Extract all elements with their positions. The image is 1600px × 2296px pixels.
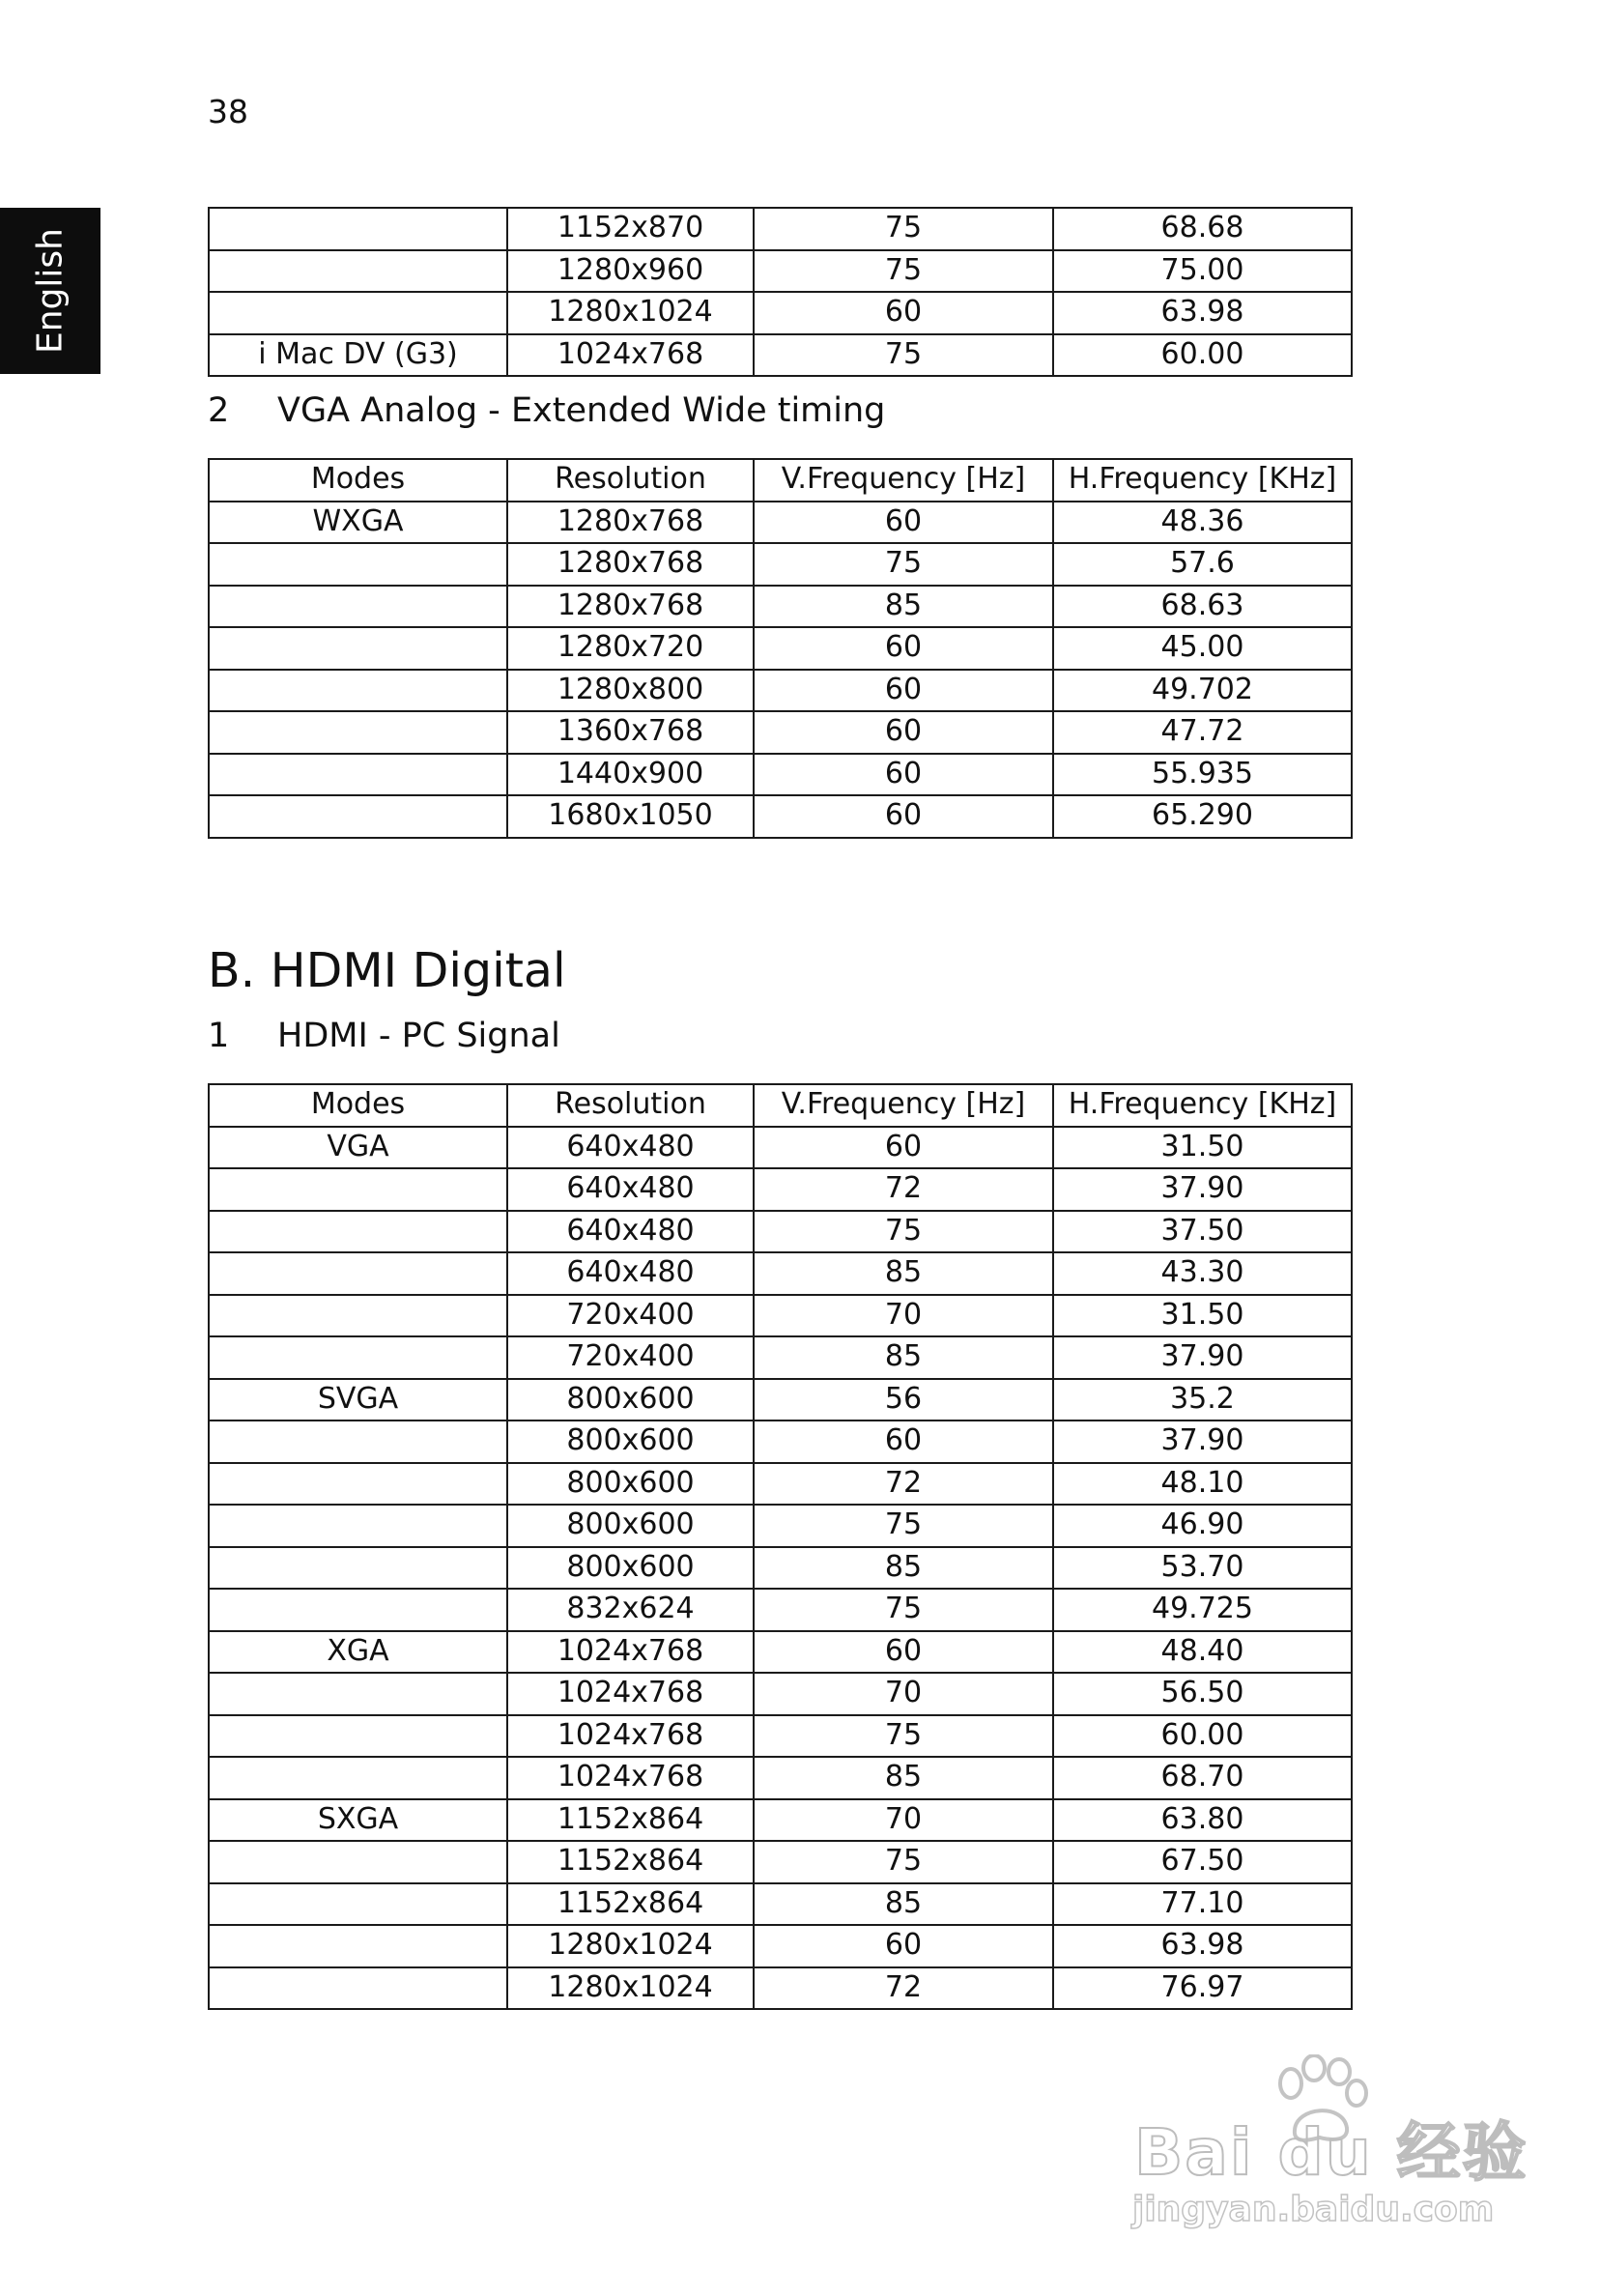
cell-h-frequency: 48.10 bbox=[1053, 1463, 1352, 1506]
cell-resolution: 1152x864 bbox=[507, 1799, 754, 1842]
cell-mode: WXGA bbox=[209, 502, 507, 544]
cell-resolution: 1280x768 bbox=[507, 502, 754, 544]
cell-h-frequency: 37.50 bbox=[1053, 1211, 1352, 1253]
table-row bbox=[209, 711, 1352, 754]
cell-v-frequency: 75 bbox=[754, 250, 1053, 293]
table-row bbox=[209, 292, 1352, 334]
cell-mode: VGA bbox=[209, 1127, 507, 1169]
table-row bbox=[209, 1631, 1352, 1674]
cell-resolution: 1280x1024 bbox=[507, 292, 754, 334]
cell-resolution: 800x600 bbox=[507, 1505, 754, 1547]
cell-resolution: 640x480 bbox=[507, 1252, 754, 1295]
cell-resolution: 800x600 bbox=[507, 1379, 754, 1421]
table-row bbox=[209, 543, 1352, 586]
table-row bbox=[209, 627, 1352, 670]
timing-table-continued bbox=[208, 207, 1353, 377]
cell-h-frequency: 68.63 bbox=[1053, 586, 1352, 628]
cell-v-frequency: 60 bbox=[754, 670, 1053, 712]
watermark-url: jingyan.baidu.com bbox=[1132, 2190, 1495, 2229]
cell-mode bbox=[209, 292, 507, 334]
column-header-v-frequency: V.Frequency [Hz] bbox=[754, 1084, 1053, 1127]
table-row bbox=[209, 1252, 1352, 1295]
cell-mode: i Mac DV (G3) bbox=[209, 334, 507, 377]
cell-v-frequency: 60 bbox=[754, 1127, 1053, 1169]
cell-resolution: 1280x720 bbox=[507, 627, 754, 670]
cell-v-frequency: 60 bbox=[754, 795, 1053, 838]
page-number: 38 bbox=[208, 93, 248, 130]
cell-v-frequency: 85 bbox=[754, 586, 1053, 628]
watermark-brand: Bai du 经验 bbox=[1134, 2115, 1529, 2190]
cell-resolution: 1680x1050 bbox=[507, 795, 754, 838]
cell-h-frequency: 49.725 bbox=[1053, 1589, 1352, 1631]
cell-h-frequency: 45.00 bbox=[1053, 627, 1352, 670]
timing-table-hdmi-pc bbox=[208, 1083, 1353, 2010]
table-row bbox=[209, 754, 1352, 796]
cell-h-frequency: 60.00 bbox=[1053, 1715, 1352, 1758]
cell-v-frequency: 75 bbox=[754, 1505, 1053, 1547]
cell-v-frequency: 75 bbox=[754, 334, 1053, 377]
cell-resolution: 1152x864 bbox=[507, 1841, 754, 1883]
cell-resolution: 1024x768 bbox=[507, 1715, 754, 1758]
cell-mode bbox=[209, 1589, 507, 1631]
cell-mode bbox=[209, 1505, 507, 1547]
cell-resolution: 1280x960 bbox=[507, 250, 754, 293]
table-body bbox=[209, 502, 1352, 838]
table-row bbox=[209, 1589, 1352, 1631]
cell-v-frequency: 85 bbox=[754, 1757, 1053, 1799]
subsection-heading-hdmi-pc bbox=[208, 1015, 560, 1057]
subsection-title: HDMI - PC Signal bbox=[277, 1017, 560, 1055]
cell-h-frequency: 75.00 bbox=[1053, 250, 1352, 293]
cell-v-frequency: 60 bbox=[754, 627, 1053, 670]
cell-h-frequency: 49.702 bbox=[1053, 670, 1352, 712]
column-header-resolution: Resolution bbox=[507, 459, 754, 502]
cell-mode bbox=[209, 1841, 507, 1883]
table-row bbox=[209, 1967, 1352, 2010]
baidu-watermark bbox=[1121, 2047, 1529, 2240]
cell-mode bbox=[209, 1168, 507, 1211]
cell-h-frequency: 63.98 bbox=[1053, 1925, 1352, 1967]
table-row bbox=[209, 208, 1352, 250]
cell-mode bbox=[209, 627, 507, 670]
cell-h-frequency: 68.68 bbox=[1053, 208, 1352, 250]
table-row bbox=[209, 1421, 1352, 1463]
cell-resolution: 1152x864 bbox=[507, 1883, 754, 1926]
cell-mode bbox=[209, 1673, 507, 1715]
table-row bbox=[209, 1505, 1352, 1547]
cell-v-frequency: 70 bbox=[754, 1673, 1053, 1715]
subsection-heading-vga-extended bbox=[208, 389, 885, 432]
cell-mode bbox=[209, 250, 507, 293]
cell-h-frequency: 31.50 bbox=[1053, 1295, 1352, 1337]
cell-h-frequency: 77.10 bbox=[1053, 1883, 1352, 1926]
cell-v-frequency: 60 bbox=[754, 1421, 1053, 1463]
cell-v-frequency: 72 bbox=[754, 1967, 1053, 2010]
cell-v-frequency: 60 bbox=[754, 502, 1053, 544]
cell-v-frequency: 75 bbox=[754, 1715, 1053, 1758]
cell-resolution: 640x480 bbox=[507, 1127, 754, 1169]
cell-mode bbox=[209, 1421, 507, 1463]
cell-v-frequency: 75 bbox=[754, 1841, 1053, 1883]
cell-h-frequency: 60.00 bbox=[1053, 334, 1352, 377]
table-row bbox=[209, 1673, 1352, 1715]
cell-h-frequency: 37.90 bbox=[1053, 1421, 1352, 1463]
cell-v-frequency: 75 bbox=[754, 1589, 1053, 1631]
cell-v-frequency: 60 bbox=[754, 1631, 1053, 1674]
table-header-row bbox=[209, 459, 1352, 502]
cell-resolution: 800x600 bbox=[507, 1421, 754, 1463]
cell-v-frequency: 75 bbox=[754, 1211, 1053, 1253]
table-row bbox=[209, 1336, 1352, 1379]
subsection-title: VGA Analog - Extended Wide timing bbox=[277, 391, 886, 430]
table-row bbox=[209, 1925, 1352, 1967]
cell-resolution: 1024x768 bbox=[507, 1757, 754, 1799]
cell-v-frequency: 60 bbox=[754, 711, 1053, 754]
cell-resolution: 1280x768 bbox=[507, 586, 754, 628]
cell-h-frequency: 46.90 bbox=[1053, 1505, 1352, 1547]
cell-resolution: 1360x768 bbox=[507, 711, 754, 754]
cell-v-frequency: 60 bbox=[754, 1925, 1053, 1967]
cell-v-frequency: 70 bbox=[754, 1799, 1053, 1842]
table-row bbox=[209, 250, 1352, 293]
column-header-modes: Modes bbox=[209, 459, 507, 502]
cell-mode: XGA bbox=[209, 1631, 507, 1674]
cell-mode bbox=[209, 1295, 507, 1337]
cell-mode bbox=[209, 670, 507, 712]
cell-resolution: 1024x768 bbox=[507, 1673, 754, 1715]
cell-mode bbox=[209, 1757, 507, 1799]
cell-v-frequency: 75 bbox=[754, 543, 1053, 586]
table-header-row bbox=[209, 1084, 1352, 1127]
cell-h-frequency: 65.290 bbox=[1053, 795, 1352, 838]
cell-h-frequency: 48.36 bbox=[1053, 502, 1352, 544]
cell-mode bbox=[209, 1967, 507, 2010]
cell-mode: SVGA bbox=[209, 1379, 507, 1421]
table-row bbox=[209, 1211, 1352, 1253]
cell-resolution: 832x624 bbox=[507, 1589, 754, 1631]
table-row bbox=[209, 1757, 1352, 1799]
cell-resolution: 1024x768 bbox=[507, 334, 754, 377]
cell-mode bbox=[209, 586, 507, 628]
cell-resolution: 1280x768 bbox=[507, 543, 754, 586]
table-row bbox=[209, 586, 1352, 628]
cell-mode bbox=[209, 754, 507, 796]
cell-mode bbox=[209, 1883, 507, 1926]
cell-mode bbox=[209, 1336, 507, 1379]
cell-mode bbox=[209, 1252, 507, 1295]
cell-v-frequency: 60 bbox=[754, 754, 1053, 796]
cell-h-frequency: 56.50 bbox=[1053, 1673, 1352, 1715]
cell-resolution: 800x600 bbox=[507, 1547, 754, 1590]
table-row bbox=[209, 1799, 1352, 1842]
cell-v-frequency: 75 bbox=[754, 208, 1053, 250]
subsection-number: 2 bbox=[208, 391, 230, 430]
language-tab bbox=[0, 208, 100, 374]
table-body bbox=[209, 208, 1352, 376]
cell-v-frequency: 56 bbox=[754, 1379, 1053, 1421]
cell-h-frequency: 68.70 bbox=[1053, 1757, 1352, 1799]
cell-mode bbox=[209, 543, 507, 586]
table-row bbox=[209, 1295, 1352, 1337]
cell-v-frequency: 85 bbox=[754, 1547, 1053, 1590]
column-header-modes: Modes bbox=[209, 1084, 507, 1127]
cell-v-frequency: 85 bbox=[754, 1252, 1053, 1295]
cell-h-frequency: 76.97 bbox=[1053, 1967, 1352, 2010]
cell-mode bbox=[209, 1715, 507, 1758]
cell-h-frequency: 35.2 bbox=[1053, 1379, 1352, 1421]
cell-h-frequency: 63.98 bbox=[1053, 292, 1352, 334]
table-row bbox=[209, 670, 1352, 712]
cell-mode bbox=[209, 1547, 507, 1590]
cell-h-frequency: 43.30 bbox=[1053, 1252, 1352, 1295]
cell-h-frequency: 57.6 bbox=[1053, 543, 1352, 586]
table-row bbox=[209, 1463, 1352, 1506]
cell-h-frequency: 47.72 bbox=[1053, 711, 1352, 754]
cell-mode bbox=[209, 1463, 507, 1506]
table-body bbox=[209, 1127, 1352, 2010]
cell-h-frequency: 53.70 bbox=[1053, 1547, 1352, 1590]
column-header-v-frequency: V.Frequency [Hz] bbox=[754, 459, 1053, 502]
cell-mode bbox=[209, 1211, 507, 1253]
cell-resolution: 1280x1024 bbox=[507, 1967, 754, 2010]
cell-v-frequency: 85 bbox=[754, 1883, 1053, 1926]
cell-h-frequency: 31.50 bbox=[1053, 1127, 1352, 1169]
column-header-resolution: Resolution bbox=[507, 1084, 754, 1127]
cell-v-frequency: 60 bbox=[754, 292, 1053, 334]
cell-h-frequency: 37.90 bbox=[1053, 1168, 1352, 1211]
cell-v-frequency: 85 bbox=[754, 1336, 1053, 1379]
table-row bbox=[209, 1715, 1352, 1758]
cell-mode bbox=[209, 795, 507, 838]
table-row bbox=[209, 502, 1352, 544]
table-row bbox=[209, 1379, 1352, 1421]
cell-resolution: 720x400 bbox=[507, 1295, 754, 1337]
column-header-h-frequency: H.Frequency [KHz] bbox=[1053, 459, 1352, 502]
cell-h-frequency: 63.80 bbox=[1053, 1799, 1352, 1842]
cell-resolution: 640x480 bbox=[507, 1168, 754, 1211]
table-row bbox=[209, 334, 1352, 377]
cell-h-frequency: 55.935 bbox=[1053, 754, 1352, 796]
cell-h-frequency: 67.50 bbox=[1053, 1841, 1352, 1883]
cell-mode bbox=[209, 1925, 507, 1967]
cell-v-frequency: 70 bbox=[754, 1295, 1053, 1337]
table-row bbox=[209, 795, 1352, 838]
cell-resolution: 800x600 bbox=[507, 1463, 754, 1506]
cell-resolution: 1440x900 bbox=[507, 754, 754, 796]
cell-mode: SXGA bbox=[209, 1799, 507, 1842]
cell-h-frequency: 48.40 bbox=[1053, 1631, 1352, 1674]
cell-resolution: 1152x870 bbox=[507, 208, 754, 250]
cell-resolution: 640x480 bbox=[507, 1211, 754, 1253]
table-row bbox=[209, 1883, 1352, 1926]
cell-mode bbox=[209, 711, 507, 754]
cell-v-frequency: 72 bbox=[754, 1168, 1053, 1211]
subsection-number: 1 bbox=[208, 1017, 230, 1055]
section-heading-hdmi-digital: B. HDMI Digital bbox=[208, 943, 566, 998]
cell-resolution: 1280x1024 bbox=[507, 1925, 754, 1967]
cell-resolution: 720x400 bbox=[507, 1336, 754, 1379]
cell-resolution: 1280x800 bbox=[507, 670, 754, 712]
column-header-h-frequency: H.Frequency [KHz] bbox=[1053, 1084, 1352, 1127]
cell-resolution: 1024x768 bbox=[507, 1631, 754, 1674]
table-row bbox=[209, 1841, 1352, 1883]
table-row bbox=[209, 1547, 1352, 1590]
cell-h-frequency: 37.90 bbox=[1053, 1336, 1352, 1379]
cell-v-frequency: 72 bbox=[754, 1463, 1053, 1506]
table-row bbox=[209, 1168, 1352, 1211]
language-tab-label: English bbox=[30, 228, 71, 354]
table-row bbox=[209, 1127, 1352, 1169]
cell-mode bbox=[209, 208, 507, 250]
timing-table-vga-extended bbox=[208, 458, 1353, 839]
